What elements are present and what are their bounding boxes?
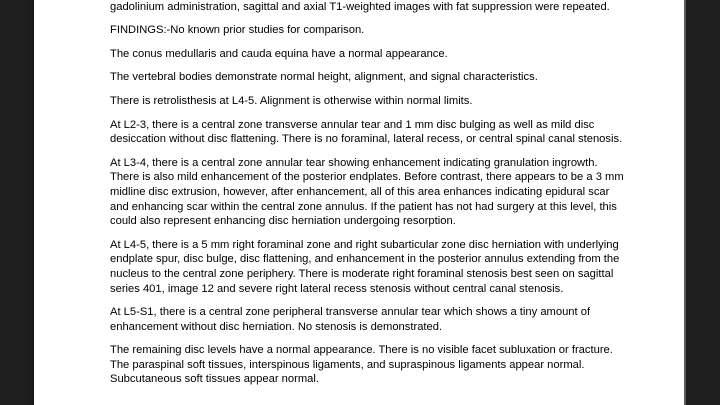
text-line: series 401, image 12 and severe right lateral recess stenosis without central canal stenosis.: [110, 282, 564, 295]
paragraph-conus: [110, 47, 650, 62]
text-line: enhancement without disc herniation. No stenosis is demonstrated.: [110, 320, 443, 333]
paragraph-l2-3: [110, 118, 650, 147]
paragraph-l5-s1: [110, 305, 650, 334]
text-line: At L3-4, there is a central zone annular tear showing enhancement indicating granulation ingrowth.: [110, 156, 598, 169]
text-line: endplate spur, disc bulge, disc flattening, and enhancement in the posterior annulus extending from the: [110, 253, 620, 266]
text-line: At L2-3, there is a central zone transverse annular tear and 1 mm disc bulging as well as mild disc: [110, 118, 595, 131]
text-line: At L4-5, there is a 5 mm right foraminal zone and right subarticular zone disc herniation with underlying: [110, 238, 619, 251]
paragraph-retrolisthesis: [110, 94, 650, 109]
paragraph-findings-header: [110, 23, 650, 38]
paragraph-l4-5: [110, 238, 650, 296]
text-line: At L5-S1, there is a central zone peripheral transverse annular tear which shows a tiny amount of: [110, 306, 591, 319]
text-line: nucleus to the central zone periphery. There is moderate right foraminal stenosis best seen on sagittal: [110, 267, 614, 280]
text-line: The remaining disc levels have a normal appearance. There is no visible facet subluxation or fracture.: [110, 344, 613, 357]
text-line: and enhancing scar within the central zone annulus. If the patient has not had surgery at this level, this: [110, 200, 617, 213]
text-line: gadolinium administration, sagittal and axial T1-weighted images with fat suppression were repeated.: [110, 0, 610, 13]
text-line: FINDINGS:-No known prior studies for comparison.: [110, 24, 365, 37]
paragraph-remaining: [110, 343, 650, 387]
text-line: could also represent enhancing disc herniation undergoing resorption.: [110, 215, 456, 228]
paragraph-l3-4: [110, 156, 650, 229]
text-line: Subcutaneous soft tissues appear normal.: [110, 373, 319, 386]
page-edge: [684, 0, 686, 405]
paragraph-vertebral-bodies: [110, 70, 650, 85]
report-text: [110, 0, 650, 396]
text-line: The paraspinal soft tissues, interspinous ligaments, and supraspinous ligaments appear normal.: [110, 358, 585, 371]
text-line: midline disc extrusion, however, after enhancement, all of this area enhances indicating epidural scar: [110, 185, 610, 198]
text-line: There is retrolisthesis at L4-5. Alignment is otherwise within normal limits.: [110, 94, 473, 107]
text-line: The vertebral bodies demonstrate normal height, alignment, and signal characteristics.: [110, 71, 538, 84]
paragraph-technique: [110, 0, 650, 14]
text-line: There is also mild enhancement of the posterior endplates. Before contrast, there appears to be a 3 mm: [110, 171, 624, 184]
document-page: [34, 0, 684, 405]
text-line: desiccation without disc flattening. There is no foraminal, lateral recess, or central spinal canal stenosis.: [110, 133, 623, 146]
text-line: The conus medullaris and cauda equina have a normal appearance.: [110, 47, 448, 60]
